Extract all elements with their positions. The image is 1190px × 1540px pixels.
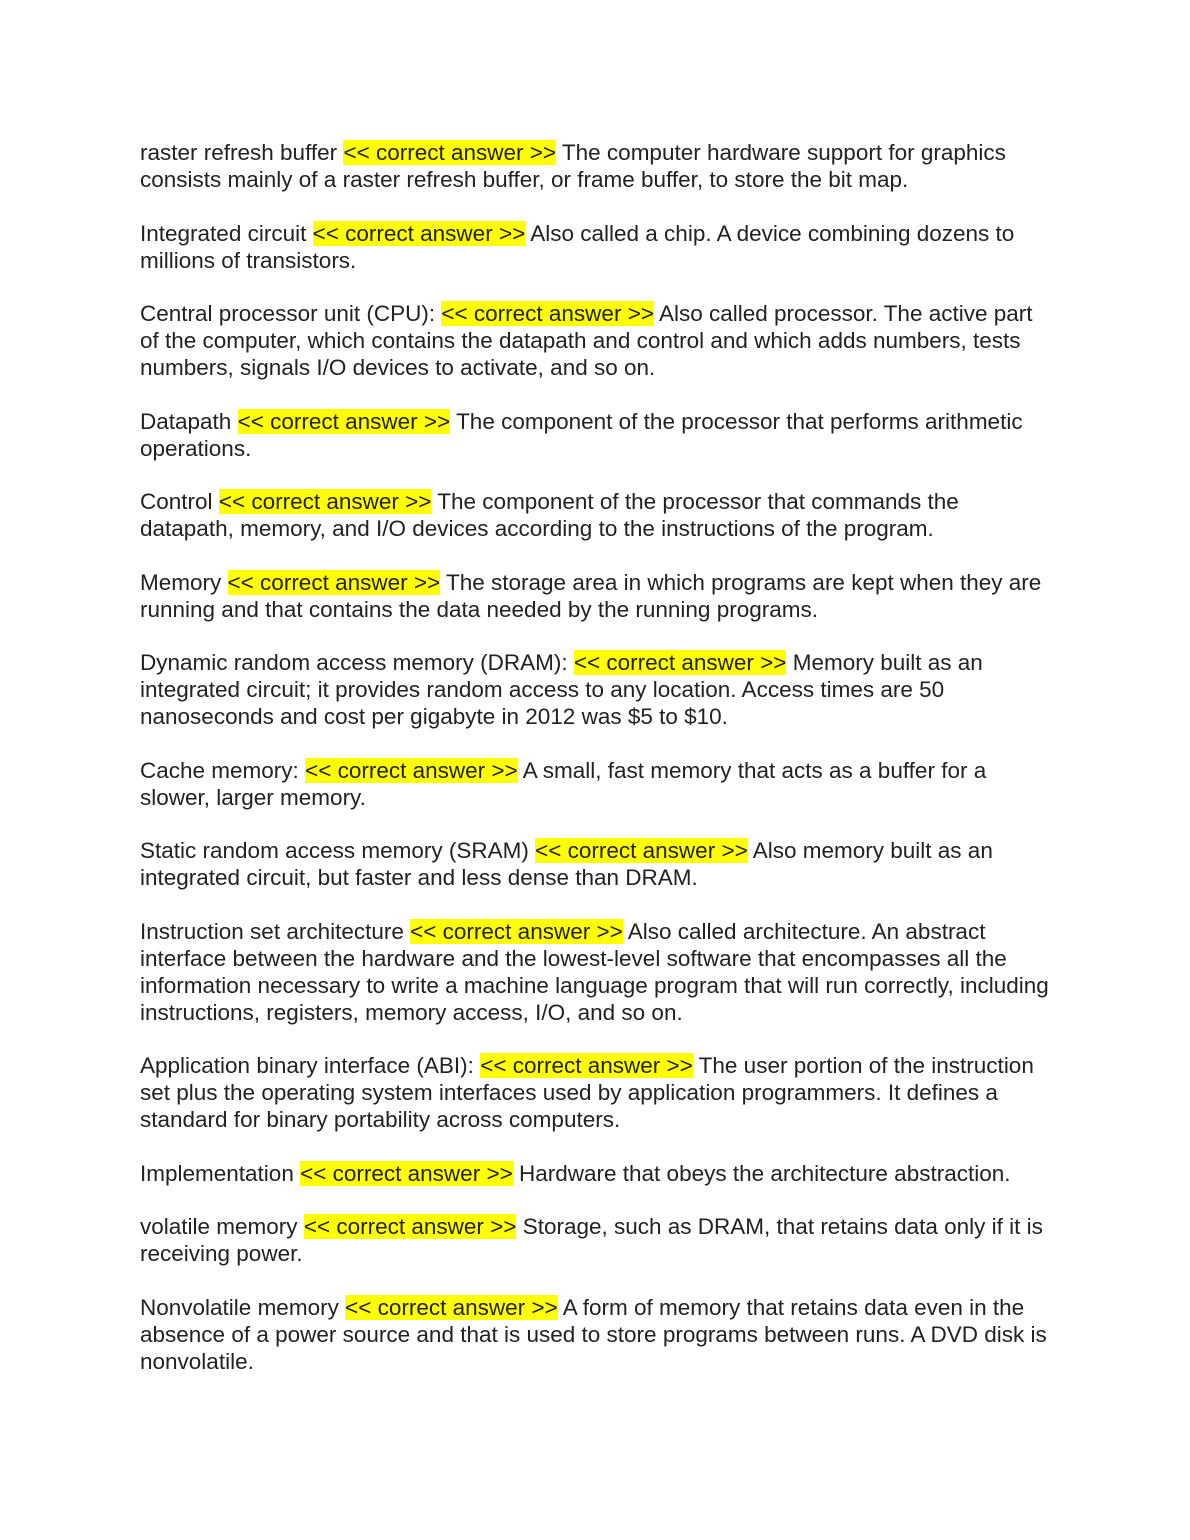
entry-dram [140, 649, 1055, 730]
entry-raster-refresh-buffer [140, 139, 1055, 193]
entry-integrated-circuit [140, 220, 1055, 274]
answer-highlight: << correct answer >> [218, 489, 432, 514]
entry-definition: The component of the processor that commands the datapath, memory, and I/O devices according to the instructions of the program. [140, 489, 959, 541]
answer-highlight: << correct answer >> [535, 838, 748, 863]
answer-highlight: << correct answer >> [237, 408, 451, 434]
entry-control [140, 488, 1055, 542]
entry-definition: A small, fast memory that acts as a buffer for a slower, larger memory. [140, 757, 987, 810]
entry-term: Memory [140, 569, 222, 595]
entry-isa [140, 918, 1055, 1026]
entry-definition: A form of memory that retains data even in the absence of a power source and that is used to store programs between runs. A DVD disk is nonvolatile. [140, 1294, 1047, 1374]
entry-term: Implementation [140, 1160, 294, 1186]
entry-definition: Also called processor. The active part of the computer, which contains the datapath and control and which adds numbers, tests numbers, signals I/O devices to activate, and so on. [140, 301, 1033, 380]
answer-highlight: << correct answer >> [480, 1053, 693, 1078]
answer-highlight: << correct answer >> [345, 1294, 558, 1320]
entry-definition: Memory built as an integrated circuit; it provides random access to any location. Access times are 50 nanoseconds and cost per gigabyte in 2012 was $5 to $10. [140, 650, 983, 729]
entry-term: Static random access memory (SRAM) [140, 838, 529, 863]
entry-nonvolatile-memory [140, 1294, 1055, 1375]
entry-term: Nonvolatile memory [140, 1294, 339, 1320]
entry-definition: The user portion of the instruction set plus the operating system interfaces used by application programmers. It defines a standard for binary portability across computers. [140, 1053, 1034, 1132]
answer-highlight: << correct answer >> [227, 569, 441, 595]
entry-definition: Storage, such as DRAM, that retains data only if it is receiving power. [140, 1214, 1043, 1266]
entry-term: volatile memory [140, 1214, 298, 1239]
entry-term: raster refresh buffer [140, 140, 338, 165]
answer-highlight: << correct answer >> [441, 301, 654, 326]
answer-highlight: << correct answer >> [305, 757, 518, 783]
entry-implementation [140, 1160, 1055, 1187]
entry-term: Datapath [140, 408, 232, 434]
answer-highlight: << correct answer >> [410, 918, 623, 944]
entry-definition: Also memory built as an integrated circuit, but faster and less dense than DRAM. [140, 838, 993, 890]
entry-term: Dynamic random access memory (DRAM): [140, 650, 568, 675]
entry-volatile-memory [140, 1213, 1055, 1267]
answer-highlight: << correct answer >> [573, 650, 787, 675]
answer-highlight: << correct answer >> [300, 1160, 513, 1186]
entry-definition: The computer hardware support for graphics consists mainly of a raster refresh buffer, or frame buffer, to store the bit map. [140, 140, 1006, 192]
entry-term: Central processor unit (CPU): [140, 301, 436, 326]
entry-cpu [140, 300, 1055, 381]
answer-highlight: << correct answer >> [303, 1214, 517, 1239]
entry-cache-memory [140, 757, 1055, 811]
entry-term: Instruction set architecture [140, 918, 404, 944]
entry-term: Integrated circuit [140, 220, 307, 246]
entry-abi [140, 1052, 1055, 1133]
document-page [140, 139, 1055, 1401]
entry-datapath [140, 408, 1055, 462]
entry-sram [140, 837, 1055, 891]
answer-highlight: << correct answer >> [343, 140, 557, 165]
entry-memory [140, 569, 1055, 623]
entry-term: Cache memory: [140, 757, 299, 783]
entry-term: Control [140, 489, 213, 514]
answer-highlight: << correct answer >> [312, 220, 526, 246]
entry-definition: Also called architecture. An abstract interface between the hardware and the lowest-level software that encompasses all the information necessary to write a machine language program that will run correctly, including instructions, registers, memory access, I/O, and so on. [140, 918, 1049, 1025]
entry-definition: Also called a chip. A device combining dozens to millions of transistors. [140, 220, 1015, 273]
entry-definition: The storage area in which programs are kept when they are running and that contains the data needed by the running programs. [140, 569, 1042, 622]
entry-definition: The component of the processor that performs arithmetic operations. [140, 408, 1023, 461]
entry-definition: Hardware that obeys the architecture abstraction. [518, 1160, 1011, 1186]
entry-term: Application binary interface (ABI): [140, 1053, 474, 1078]
